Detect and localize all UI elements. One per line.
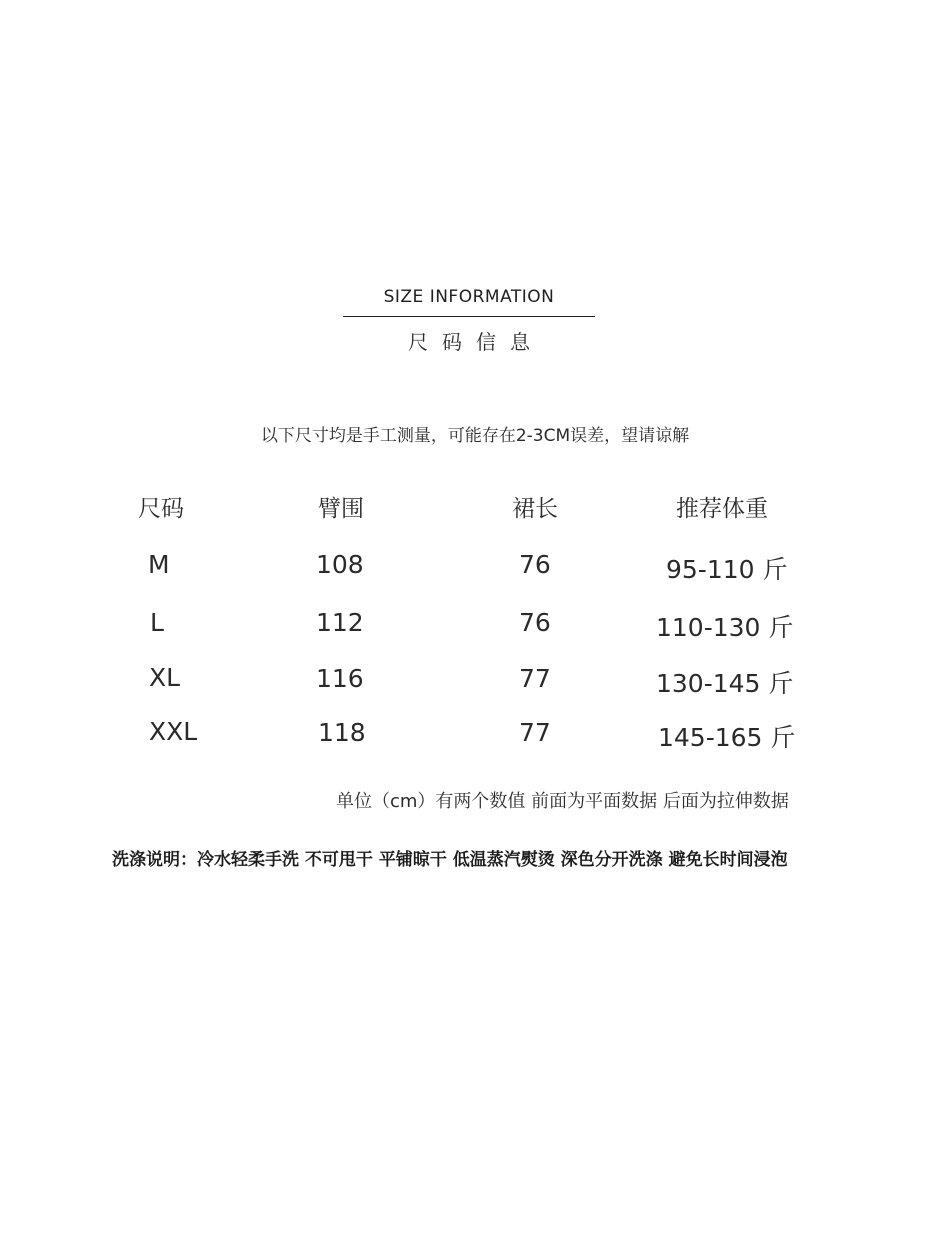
header-length: 裙长	[512, 496, 558, 522]
cell-size: XL	[149, 663, 181, 692]
cell-weight: 145-165 斤	[658, 723, 796, 752]
wash-instructions: 洗涤说明：冷水轻柔手洗 不可甩干 平铺晾干 低温蒸汽熨烫 深色分开洗涤 避免长时间浸泡	[112, 850, 788, 870]
size-info-title-cn: 尺码信息	[408, 330, 544, 354]
cell-weight: 95-110 斤	[666, 555, 788, 584]
unit-note: 单位（cm）有两个数值 前面为平面数据 后面为拉伸数据	[336, 791, 789, 812]
cell-arm: 108	[316, 550, 364, 579]
size-info-title-en: SIZE INFORMATION	[383, 287, 555, 307]
cell-arm: 112	[316, 608, 364, 637]
cell-size: L	[150, 608, 164, 637]
title-divider	[343, 316, 595, 317]
cell-arm: 116	[316, 664, 364, 693]
cell-length: 76	[519, 608, 551, 637]
cell-weight: 130-145 斤	[656, 669, 794, 698]
cell-size: M	[148, 550, 170, 579]
cell-arm: 118	[318, 718, 366, 747]
cell-size: XXL	[149, 717, 198, 746]
cell-weight: 110-130 斤	[656, 613, 794, 642]
cell-length: 77	[519, 664, 551, 693]
cell-length: 76	[519, 550, 551, 579]
cell-length: 77	[519, 718, 551, 747]
header-weight: 推荐体重	[676, 496, 768, 522]
header-size: 尺码	[138, 496, 184, 522]
measurement-note: 以下尺寸均是手工测量，可能存在2-3CM误差，望请谅解	[260, 426, 690, 446]
header-arm: 臂围	[318, 496, 364, 522]
